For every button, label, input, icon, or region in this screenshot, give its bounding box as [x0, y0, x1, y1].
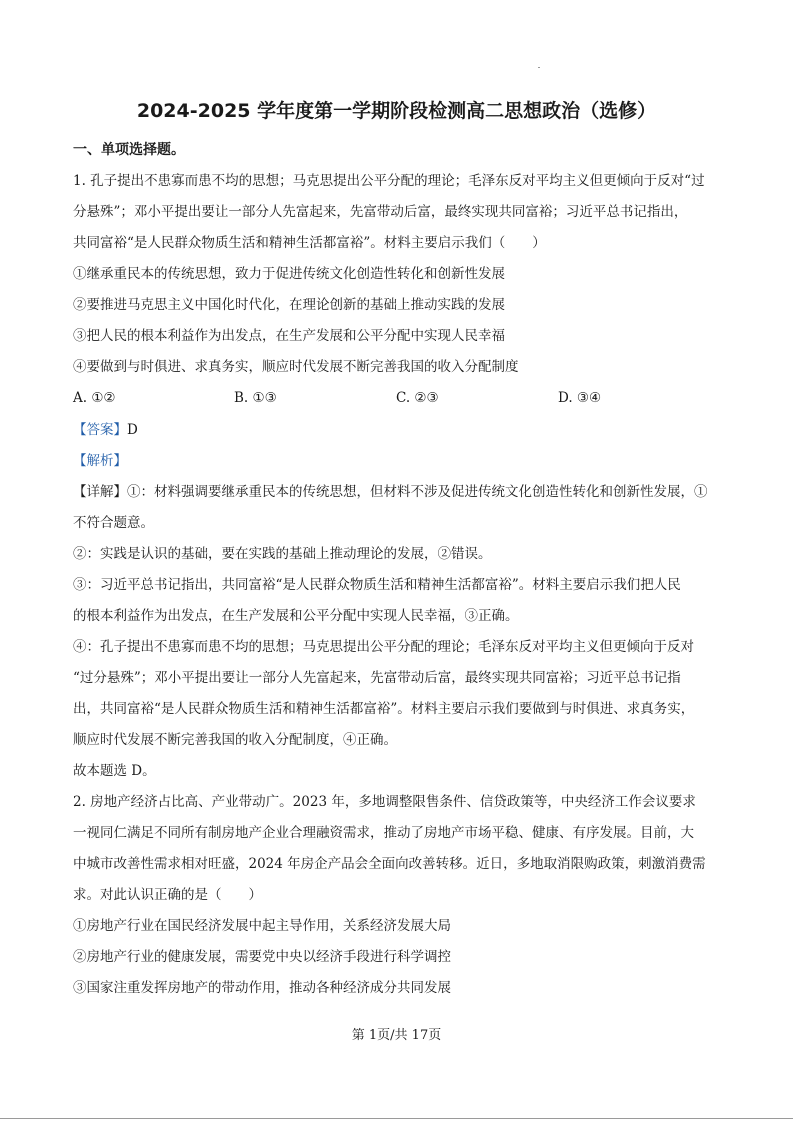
- q1-answer: [73, 421, 138, 439]
- answer-value: D: [127, 422, 138, 438]
- q1-detail-line-1: [73, 483, 708, 501]
- q1-choice-1: ①继承重民本的传统思想，致力于促进传统文化创造性转化和创新性发展: [73, 266, 505, 282]
- q2-line-3: 中城市改善性需求相对旺盛，2024 年房企产品会全面向改善转移。近日，多地取消限购政策，刺激消费需: [73, 856, 706, 872]
- q1-detail-line-4: ③：习近平总书记指出，共同富裕“是人民群众物质生活和精神生活都富裕”。材料主要启示我们把人民: [73, 577, 681, 593]
- analysis-tag: 【解析】: [73, 453, 127, 469]
- q1-detail-line-2: 不符合题意。: [73, 515, 154, 531]
- q1-conclusion: 故本题选 D。: [73, 763, 156, 779]
- q1-detail-line-9: 顺应时代发展不断完善我国的收入分配制度，④正确。: [73, 732, 397, 748]
- q1-choice-2: ②要推进马克思主义中国化时代化，在理论创新的基础上推动实践的发展: [73, 297, 505, 313]
- q1-line-2: 分悬殊”；邓小平提出要让一部分人先富起来，先富带动后富，最终实现共同富裕；习近平总书记指出，: [73, 204, 688, 220]
- page-footer: 第 1页/共 17页: [351, 1028, 442, 1043]
- section-heading: 一、单项选择题。: [73, 142, 185, 158]
- q1-option-a: A. ①②: [73, 390, 116, 406]
- q1-choice-4: ④要做到与时俱进、求真务实，顺应时代发展不断完善我国的收入分配制度: [73, 359, 519, 375]
- q2-choice-1: ①房地产行业在国民经济发展中起主导作用，关系经济发展大局: [73, 918, 451, 934]
- q1-detail-line-5: 的根本利益作为出发点，在生产发展和公平分配中实现人民幸福，③正确。: [73, 608, 519, 624]
- q1-line-3: 共同富裕“是人民群众物质生活和精神生活都富裕”。材料主要启示我们（ ）: [73, 235, 546, 251]
- page-divider: [0, 1118, 793, 1119]
- q2-line-4: 求。对此认识正确的是（ ）: [73, 887, 262, 903]
- scan-dot: [538, 67, 540, 68]
- q2-choice-2: ②房地产行业的健康发展，需要党中央以经济手段进行科学调控: [73, 949, 451, 965]
- q2-line-2: 一视同仁满足不同所有制房地产企业合理融资需求，推动了房地产市场平稳、健康、有序发展。目前，大: [73, 825, 694, 841]
- page-title: 2024-2025 学年度第一学期阶段检测高二思想政治（选修）: [136, 100, 657, 122]
- detail-tag: 【详解】: [73, 484, 127, 500]
- q1-line-1: 1. 孔子提出不患寡而患不均的思想；马克思提出公平分配的理论；毛泽东反对平均主义但更倾向于反对“过: [73, 173, 705, 189]
- q1-detail-line-8: 出，共同富裕“是人民群众物质生活和精神生活都富裕”。材料主要启示我们要做到与时俱进、求真务实，: [73, 701, 695, 717]
- q1-detail-line-7: “过分悬殊”；邓小平提出要让一部分人先富起来，先富带动后富，最终实现共同富裕；习近平总书记指: [73, 670, 681, 686]
- q1-option-d: D. ③④: [558, 390, 602, 406]
- q1-analysis: [73, 452, 127, 470]
- detail-text: ①：材料强调要继承重民本的传统思想，但材料不涉及促进传统文化创造性转化和创新性发展，①: [127, 484, 708, 500]
- q1-detail-line-6: ④：孔子提出不患寡而患不均的思想；马克思提出公平分配的理论；毛泽东反对平均主义但更倾向于反对: [73, 639, 694, 655]
- answer-tag: 【答案】: [73, 422, 127, 438]
- q1-option-c: C. ②③: [396, 390, 439, 406]
- q2-line-1: 2. 房地产经济占比高、产业带动广。2023 年，多地调整限售条件、信贷政策等，中央经济工作会议要求: [73, 794, 696, 810]
- q1-option-b: B. ①③: [234, 390, 277, 406]
- q1-choice-3: ③把人民的根本利益作为出发点，在生产发展和公平分配中实现人民幸福: [73, 328, 505, 344]
- q2-choice-3: ③国家注重发挥房地产的带动作用，推动各种经济成分共同发展: [73, 980, 451, 996]
- q1-detail-line-3: ②：实践是认识的基础，要在实践的基础上推动理论的发展，②错误。: [73, 546, 492, 562]
